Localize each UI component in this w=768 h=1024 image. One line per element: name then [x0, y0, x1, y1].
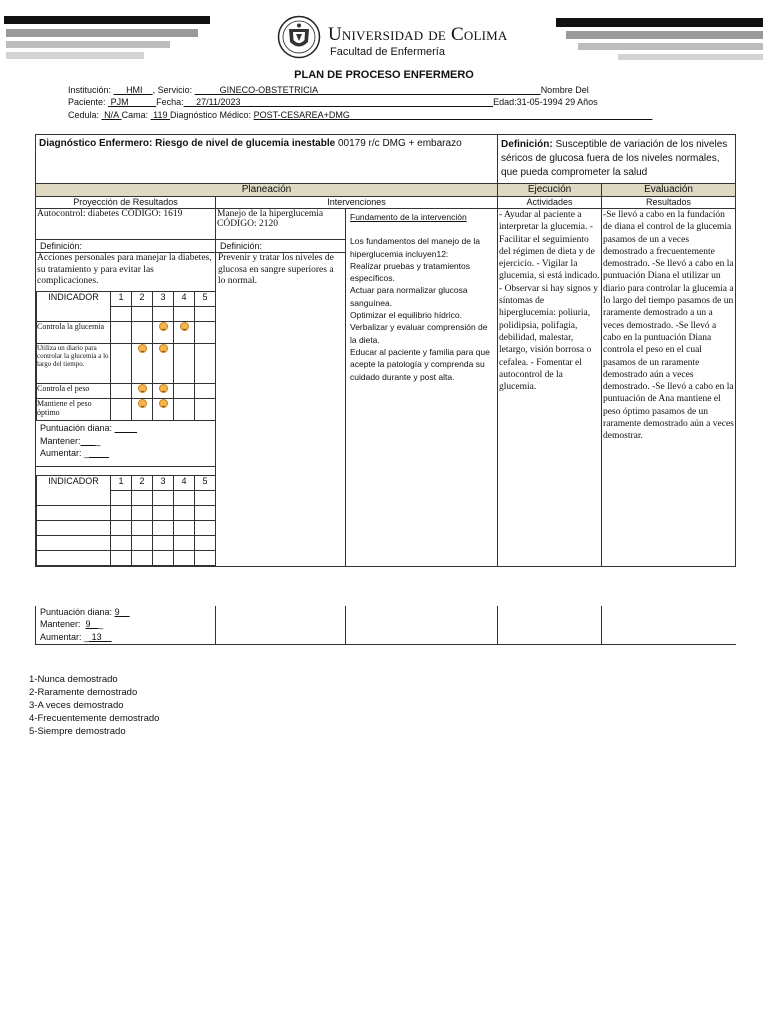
bottom-mantener-label: Mantener: [40, 619, 81, 630]
indicator-header-2: INDICADOR [37, 475, 111, 505]
bottom-puntuacion-label: Puntuación diana: [40, 607, 113, 617]
aumentar-label: Aumentar: [40, 448, 82, 458]
indicator-row-1: Controla la glucemia [37, 322, 111, 344]
diagnosis-definition-text: Susceptible de variación de los niveles séricos de glucosa fuera de los niveles normales, que pueda comprometer la salud [501, 139, 728, 178]
institucion-label: Institución: [68, 85, 112, 95]
header-bar-left-2 [6, 29, 198, 37]
smiley-icon [180, 322, 189, 331]
indicator-header: INDICADOR [37, 292, 111, 322]
diagnosis-definition-label: Definición: [501, 139, 553, 150]
scale2-1: 1 [111, 475, 132, 490]
proyeccion-header: Proyección de Resultados [36, 197, 216, 209]
outcome-definition-label: Definición: [36, 239, 215, 253]
diag-medico-label: Diagnóstico Médico: [170, 110, 252, 120]
header-bar-left-4 [6, 52, 144, 59]
diagnosis-label: Diagnóstico Enfermero: Riesgo de nivel de glucemia inestable [39, 138, 336, 149]
scale2-3: 3 [153, 475, 174, 490]
fecha-label: Fecha: [156, 97, 184, 107]
intervenciones-header: Intervenciones [216, 197, 498, 209]
header-bar-right-1 [556, 18, 763, 27]
indicator-row-2: Utiliza un diario para controlar la glucemia a lo largo del tiempo. [37, 344, 111, 384]
legend-item-2: 2-Raramente demostrado [29, 687, 138, 698]
planeacion-header: Planeación [36, 184, 498, 197]
indicator-row-4: Mantiene el peso óptimo [37, 399, 111, 421]
header-bar-right-3 [578, 43, 763, 50]
activities-cell: - Ayudar al paciente a interpretar la glucemia. - Facilitar el seguimiento del régimen de dieta y de ejercicio. - Vigilar la glucemia, si está indicado. - Observar si hay signos y síntomas de hiperglucemia: poliuria, polidipsia, polifagia, debilidad, malestar, letargo, visión borrosa o cefalea. - Fomentar el autocontrol de la glucemia. [498, 209, 602, 567]
fundamento-label: Fundamento de la intervención [350, 212, 467, 222]
institucion-value: HMI [126, 85, 143, 95]
indicator-row-3: Controla el peso [37, 384, 111, 399]
smiley-icon [159, 399, 168, 408]
fundamento-cell [346, 209, 498, 567]
scale-3: 3 [153, 292, 174, 307]
paciente-value: PJM [110, 97, 129, 107]
fecha-value: 27/11/2023 [196, 97, 241, 107]
mantener-label: Mantener: [40, 435, 81, 446]
bottom-mantener-value: 9 [85, 619, 91, 630]
legend-item-1: 1-Nunca demostrado [29, 674, 118, 685]
patient-line-3 [68, 109, 768, 121]
outcome-title: Autocontrol: diabetes CÓDIGO: 1619 [37, 209, 183, 219]
scale2-2: 2 [132, 475, 153, 490]
fundamento-p5: Verbalizar y evaluar comprensión de la dieta. [350, 322, 488, 345]
scale-5: 5 [195, 292, 216, 307]
smiley-icon [138, 344, 147, 353]
actividades-header: Actividades [498, 197, 602, 209]
university-name: Universidad de Colima [328, 24, 508, 45]
bottom-score-cell: Puntuación diana: 9 Mantener: 9 _ Aumentar: _ 13 [36, 606, 216, 644]
legend-item-4: 4-Frecuentemente demostrado [29, 713, 160, 724]
scale2-5: 5 [195, 475, 216, 490]
diag-medico-value: POST-CESAREA+DMG [253, 110, 350, 120]
smiley-icon [159, 344, 168, 353]
resultados-header: Resultados [602, 197, 736, 209]
legend-item-5: 5-Siempre demostrado [29, 726, 126, 737]
cedula-value: N/A [104, 110, 120, 120]
cama-label: Cama: [121, 110, 149, 120]
diagnosis-rest: 00179 r/c DMG + embarazo [337, 138, 462, 149]
ejecucion-header: Ejecución [498, 184, 602, 197]
smiley-icon [138, 384, 147, 393]
scale-1: 1 [111, 292, 132, 307]
outcome-definition-text: Acciones personales para manejar la diabetes, su tratamiento y para evitar las complicaciones. [37, 253, 212, 286]
bottom-table [35, 606, 736, 645]
header-bar-right-4 [618, 54, 763, 60]
header-bar-left-3 [6, 41, 170, 48]
paciente-label: Paciente: [68, 97, 106, 107]
results-cell: -Se llevó a cabo en la fundación de diana el control de la glucemia pasamos de un a veces demostrado a frecuentemente demostrado. -Se llevó a cabo en la puntuación Diana el utilizar un diario para controlar la glucemia a lo largo del tiempo pasamos de un raramente demostrado a un a veces demostrado. -Se llevó a cabo en la puntuación Diana controla el peso en el cual pasamos de un raramente demostrado aún a veces demostrado. -Se llevó a cabo en la puntuación de Ana mantiene el peso óptimo pasamos de un raramente demostrado aún a veces demostrar. [602, 209, 736, 567]
servicio-label: , Servicio: [152, 85, 193, 95]
scale-2: 2 [132, 292, 153, 307]
fundamento-p3: Actuar para normalizar glucosa sanguínea. [350, 285, 468, 308]
intervention-definition-text: Prevenir y tratar los niveles de glucosa en sangre superiores a lo normal. [218, 253, 334, 286]
page-title: PLAN DE PROCESO ENFERMERO [294, 69, 474, 81]
fundamento-p2: Realizar pruebas y tratamientos específicos. [350, 260, 471, 284]
bottom-aumentar-value: 13 [91, 631, 102, 642]
indicator-table-2 [36, 475, 216, 566]
scale2-4: 4 [174, 475, 195, 490]
care-plan-table [35, 134, 736, 567]
fundamento-p4: Optimizar el equilibrio hídrico. [350, 310, 462, 321]
university-seal-icon [277, 15, 321, 59]
smiley-icon [138, 399, 147, 408]
intervention-title: Manejo de la hiperglucemia CÓDIGO: 2120 [217, 209, 324, 229]
bottom-puntuacion-value: 9 [114, 607, 120, 617]
legend-item-3: 3-A veces demostrado [29, 700, 124, 711]
fundamento-p1: Los fundamentos del manejo de la hiperglucemia incluyen12: [350, 236, 480, 259]
outcome-cell [36, 209, 216, 567]
cama-value: 119 [153, 110, 168, 120]
edad-label: Edad:31-05-1994 29 Años [493, 97, 598, 107]
diagnosis-definition-cell [498, 135, 736, 184]
intervention-cell [216, 209, 346, 567]
smiley-icon [159, 384, 168, 393]
intervention-definition-label: Definición: [216, 239, 345, 253]
header-bar-right-2 [566, 31, 763, 39]
fundamento-p6: Educar al paciente y familia para que acepte la patología y comprenda su cuidado durante y post alta. [350, 346, 490, 382]
patient-line-1 [68, 84, 768, 96]
diagnosis-cell [36, 135, 498, 184]
indicator-table [36, 291, 216, 421]
scale-4: 4 [174, 292, 195, 307]
bottom-aumentar-label: Aumentar: [40, 631, 82, 642]
evaluacion-header: Evaluación [602, 184, 736, 197]
puntuacion-label: Puntuación diana: [40, 423, 113, 433]
cedula-label: Cedula: [68, 110, 100, 120]
nombre-label: Nombre Del [540, 85, 589, 95]
score-block: Puntuación diana: Mantener: _ Aumentar: _ [36, 421, 215, 467]
faculty-name: Facultad de Enfermería [330, 46, 445, 58]
header-bar-left-1 [4, 16, 210, 24]
patient-line-2 [68, 96, 768, 108]
servicio-value: GINECO-OBSTETRICIA [219, 85, 319, 95]
smiley-icon [159, 322, 168, 331]
